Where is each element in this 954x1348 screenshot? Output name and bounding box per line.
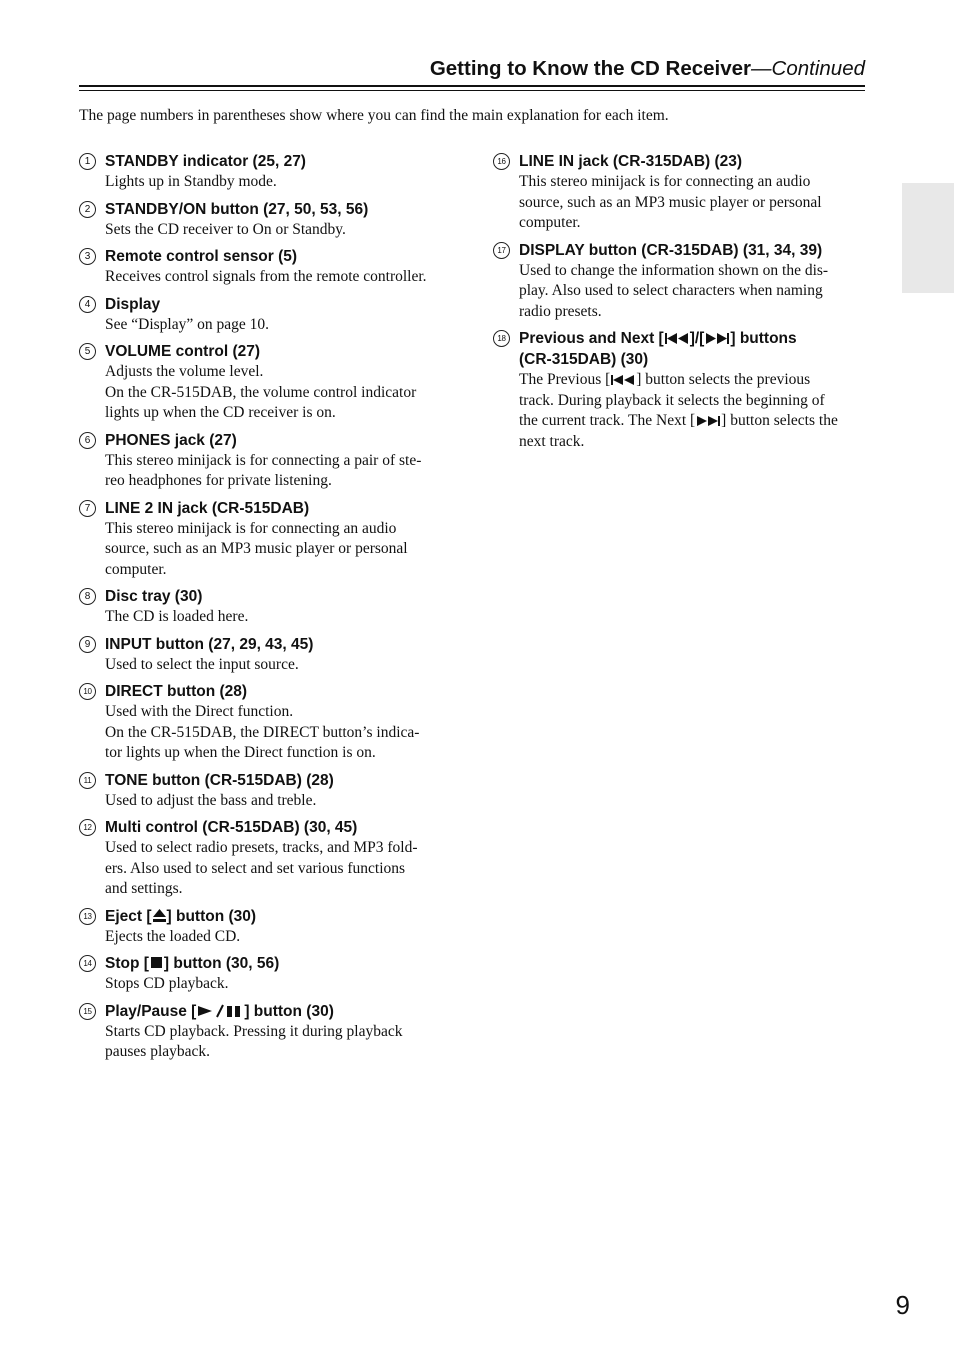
list-item <box>493 240 865 323</box>
item-desc: On the CR-515DAB, the volume control indicator <box>105 383 417 401</box>
item-title-part: Play/Pause [ <box>105 1002 197 1020</box>
item-title <box>519 328 865 349</box>
item-desc-part: ] button selects the <box>721 412 838 429</box>
item-desc <box>519 411 865 432</box>
list-item <box>79 681 454 764</box>
item-number: 11 <box>79 772 96 789</box>
item-desc: Receives control signals from the remote controller. <box>105 268 427 285</box>
item-desc: tor lights up when the Direct function is on. <box>105 744 376 761</box>
page-number: 9 <box>895 1290 910 1320</box>
item-desc: Used to adjust the bass and treble. <box>105 791 317 809</box>
item-title: INPUT button (27, 29, 43, 45) <box>105 635 314 653</box>
list-item <box>79 498 454 581</box>
item-desc: Starts CD playback. Pressing it during playback <box>105 1022 403 1040</box>
item-number: 10 <box>79 683 96 700</box>
item-desc: ers. Also used to select and set various functions <box>105 859 406 877</box>
item-desc: Ejects the loaded CD. <box>105 927 241 945</box>
list-item <box>79 906 454 948</box>
item-number: 14 <box>79 955 96 972</box>
item-desc: radio presets. <box>519 302 602 320</box>
item-number: 15 <box>79 1003 96 1020</box>
item-number: 1 <box>79 153 96 170</box>
header-title: Getting to Know the CD Receiver <box>429 57 752 80</box>
item-title: VOLUME control (27) <box>105 343 261 360</box>
item-desc: Used to select the input source. <box>105 655 299 673</box>
item-desc: Stops CD playback. <box>105 975 229 992</box>
item-title: Disc tray (30) <box>105 588 203 605</box>
item-desc: The CD is loaded here. <box>105 608 249 625</box>
stop-icon <box>149 955 164 970</box>
item-desc: Used to select radio presets, tracks, and MP3 fold- <box>105 839 418 856</box>
item-title <box>105 1001 454 1022</box>
item-desc-part: ] button selects the previous <box>636 371 811 388</box>
item-desc: lights up when the CD receiver is on. <box>105 404 336 421</box>
list-item <box>79 246 454 288</box>
item-desc-part: The Previous [ <box>519 371 611 388</box>
item-title: LINE IN jack (CR-315DAB) (23) <box>519 153 743 170</box>
side-tab <box>902 183 954 293</box>
item-number: 12 <box>79 819 96 836</box>
list-item <box>79 634 454 676</box>
list-item <box>79 199 454 241</box>
item-desc: source, such as an MP3 music player or personal <box>105 540 408 557</box>
item-title: TONE button (CR-515DAB) (28) <box>105 771 334 789</box>
item-desc: pauses playback. <box>105 1043 211 1060</box>
item-title-part: Eject [ <box>105 907 152 925</box>
list-item <box>79 1001 454 1063</box>
item-number: 18 <box>493 330 510 347</box>
item-number: 13 <box>79 908 96 925</box>
item-desc: computer. <box>519 214 581 231</box>
item-desc: next track. <box>519 432 585 450</box>
item-title: PHONES jack (27) <box>105 431 237 449</box>
item-number: 17 <box>493 242 510 259</box>
item-title: LINE 2 IN jack (CR-515DAB) <box>105 499 310 517</box>
intro-text: The page numbers in parentheses show where you can find the main explanation for each item. <box>79 107 669 124</box>
item-desc <box>519 370 865 391</box>
list-item <box>79 953 454 995</box>
play-pause-icon <box>196 1003 244 1018</box>
item-desc: Adjusts the volume level. <box>105 363 264 380</box>
header-rule-thin <box>79 90 865 91</box>
list-item <box>79 341 454 424</box>
item-title: STANDBY indicator (25, 27) <box>105 153 306 170</box>
item-desc: This stereo minijack is for connecting an audio <box>105 519 397 537</box>
list-item <box>79 294 454 336</box>
item-number: 2 <box>79 201 96 218</box>
next-icon <box>695 415 721 427</box>
item-desc: This stereo minijack is for connecting an audio <box>519 173 811 190</box>
list-item <box>493 328 865 452</box>
item-desc-part: the current track. The Next [ <box>519 412 696 429</box>
item-number: 4 <box>79 296 96 313</box>
item-title-part: ] button (30, 56) <box>163 955 280 972</box>
item-title-part: Stop [ <box>105 955 149 972</box>
item-desc: track. During playback it selects the beginning of <box>519 391 825 409</box>
left-column <box>79 151 454 1069</box>
eject-icon <box>152 908 167 923</box>
item-title: Display <box>105 295 161 313</box>
item-title: Multi control (CR-515DAB) (30, 45) <box>105 819 358 836</box>
item-title: STANDBY/ON button (27, 50, 53, 56) <box>105 200 369 218</box>
header-rule-thick <box>79 85 865 87</box>
list-item <box>79 770 454 812</box>
item-number: 9 <box>79 636 96 653</box>
item-desc: reo headphones for private listening. <box>105 472 332 489</box>
item-desc: source, such as an MP3 music player or personal <box>519 193 822 211</box>
item-desc: and settings. <box>105 880 183 897</box>
item-title-part: ] button (30) <box>244 1002 334 1020</box>
item-desc: Lights up in Standby mode. <box>105 173 277 190</box>
page-header <box>79 55 865 83</box>
right-column <box>493 151 865 458</box>
item-title-part: ] buttons <box>730 330 797 347</box>
item-title: Remote control sensor (5) <box>105 248 298 265</box>
item-title-part: Previous and Next [ <box>519 330 664 347</box>
item-desc: Used with the Direct function. <box>105 703 294 720</box>
item-title: DIRECT button (28) <box>105 683 248 700</box>
item-desc: This stereo minijack is for connecting a pair of ste- <box>105 451 422 469</box>
header-continued: —Continued <box>751 57 865 80</box>
item-number: 6 <box>79 432 96 449</box>
item-desc: Used to change the information shown on the dis- <box>519 261 829 279</box>
item-title <box>105 906 454 927</box>
list-item <box>79 430 454 492</box>
item-number: 8 <box>79 588 96 605</box>
next-icon <box>704 332 730 345</box>
item-desc: play. Also used to select characters when naming <box>519 282 823 299</box>
previous-icon <box>664 332 690 345</box>
list-item <box>79 586 454 628</box>
item-desc: See “Display” on page 10. <box>105 315 269 333</box>
item-number: 5 <box>79 343 96 360</box>
item-number: 7 <box>79 500 96 517</box>
item-desc: Sets the CD receiver to On or Standby. <box>105 220 346 238</box>
list-item <box>79 817 454 900</box>
item-number: 16 <box>493 153 510 170</box>
item-number: 3 <box>79 248 96 265</box>
item-title-part: ] button (30) <box>166 907 257 925</box>
item-title: DISPLAY button (CR-315DAB) (31, 34, 39) <box>519 241 823 259</box>
item-title <box>105 953 454 974</box>
list-item <box>79 151 454 193</box>
item-desc: On the CR-515DAB, the DIRECT button’s indica- <box>105 723 420 741</box>
item-title-part: ]/[ <box>689 330 705 347</box>
previous-icon <box>610 374 636 386</box>
item-desc: computer. <box>105 560 167 578</box>
list-item <box>493 151 865 234</box>
item-title-line2: (CR-315DAB) (30) <box>519 351 649 368</box>
